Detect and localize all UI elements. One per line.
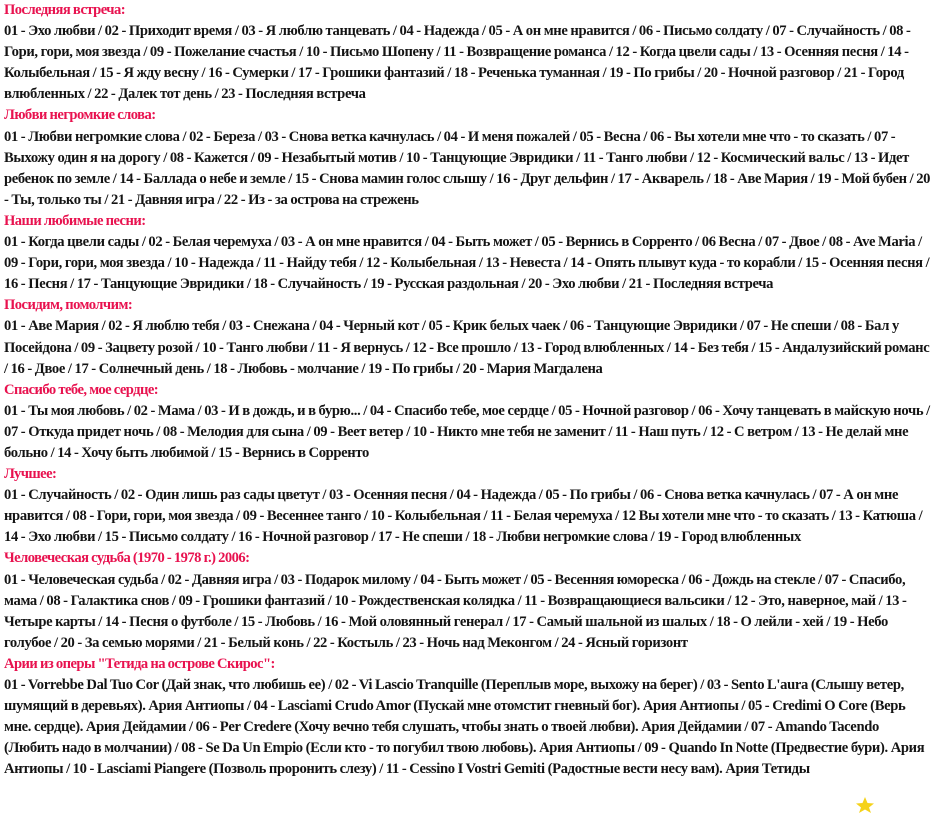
album-title: Последняя встреча:: [4, 2, 126, 18]
album-title: Арии из оперы "Тетида на острове Скирос":: [4, 655, 275, 672]
album-track-list: 01 - Человеческая судьба / 02 - Давняя игра / 03 - Подарок милому / 04 - Быть может / 05 - Весенняя юмореска / 06 - Дождь на стекле / 07 - Спасибо, мама / 08 - Галактика снов / 09 - Грошики фантазий / 10 - Рождественская колядка / 11 - Возвращающиеся вальсики / 12 - Это, наверное, май / 13 - Четыре карты / 14 - Песня о футболе / 15 - Любовь / 16 - Мой оловянный генерал / 17 - Самый шальной из шалых / 18 - О лейли - хей / 19 - Небо голубое / 20 - За семью морями / 21 - Белый конь / 22 - Костыль / 23 - Ночь над Меконгом / 24 - Ясный горизонт: [4, 571, 907, 651]
album-title: Лучшее:: [4, 466, 57, 483]
album-track-list: 01 - Vorrebbe Dal Tuo Cor (Дай знак, что любишь ее) / 02 - Vi Lascio Tranquille (Переплыв море, выхожу на берег) / 03 - Sento L'aura (Слышу ветер, шумящий в деревьях). Ария Антиопы / 04 - Lasciami Crudo Amor (Пускай мне отомстит гневный бог). Ария Антиопы / 05 - Credimi O Core (Верь мне. сердце). Ария Дейдамии / 06 - Per Credere (Хочу вечно тебя слушать, чтобы знать о твоей любви). Ария Дейдамии / 07 - Amando Tacendo (Любить надо в молчании) / 08 - Se Da Un Empio (Если кто - то погубил твою любовь). Ария Антиопы / 09 - Quando In Notte (Предвестие бури). Ария Антиопы / 10 - Lasciami Piangere (Позволь проронить слезу) / 11 - Cessino I Vostri Gemiti (Радостные вести несу вам). Ария Тетиды: [4, 677, 925, 778]
album-section-5: [4, 464, 934, 548]
album-section-3: [4, 295, 934, 379]
album-track-list: 01 - Когда цвели сады / 02 - Белая черемуха / 03 - А он мне нравится / 04 - Быть может / 05 - Вернись в Сорренто / 06 Весна / 07 - Двое / 08 - Ave Maria / 09 - Гори, гори, моя звезда / 10 - Надежда / 11 - Найду тебя / 12 - Колыбельная / 13 - Невеста / 14 - Опять плывут куда - то корабли / 15 - Осенняя песня / 16 - Песня / 17 - Танцующие Эвридики / 18 - Случайность / 19 - Русская раздольная / 20 - Эхо любви / 21 - Последняя встреча: [4, 234, 930, 293]
album-track-list: 01 - Любви негромкие слова / 02 - Береза / 03 - Снова ветка качнулась / 04 - И меня пожалей / 05 - Весна / 06 - Вы хотели мне что - то сказать / 07 - Выхожу один я на дорогу / 08 - Кажется / 09 - Незабытый мотив / 10 - Танцующие Эвридики / 11 - Танго любви / 12 - Космический вальс / 13 - Идет ребенок по земле / 14 - Баллада о небе и земле / 15 - Снова мамин голос слышу / 16 - Друг дельфин / 17 - Акварель / 18 - Аве Мария / 19 - Мой бубен / 20 - Ты, только ты / 21 - Давняя игра / 22 - Из - за острова на стрежень: [4, 128, 931, 208]
album-section-7: [4, 654, 934, 781]
album-title: Любви негромкие слова:: [4, 107, 156, 124]
star-icon: [854, 797, 876, 813]
album-title: Спасибо тебе, мое сердце:: [4, 381, 159, 398]
star-shape: [856, 797, 874, 813]
album-section-6: [4, 548, 934, 653]
album-track-list: 01 - Аве Мария / 02 - Я люблю тебя / 03 - Снежана / 04 - Черный кот / 05 - Крик белых чаек / 06 - Танцующие Эвридики / 07 - Не спеши / 08 - Бал у Посейдона / 09 - Зацвету розой / 10 - Танго любви / 11 - Я вернусь / 12 - Все прошло / 13 - Город влюбленных / 14 - Без тебя / 15 - Андалузийский романс / 16 - Двое / 17 - Солнечный день / 18 - Любовь - молчание / 19 - По грибы / 20 - Мария Магдалена: [4, 318, 930, 377]
album-section-2: [4, 211, 934, 295]
album-title: Человеческая судьба (1970 - 1978 г.) 2006:: [4, 550, 250, 567]
album-track-list: 01 - Эхо любви / 02 - Приходит время / 03 - Я люблю танцевать / 04 - Надежда / 05 - А он мне нравится / 06 - Письмо солдату / 07 - Случайность / 08 - Гори, гори, моя звезда / 09 - Пожелание счастья / 10 - Письмо Шопену / 11 - Возвращение романса / 12 - Когда цвели сады / 13 - Осенняя песня / 14 - Колыбельная / 15 - Я жду весну / 16 - Сумерки / 17 - Грошики фантазий / 18 - Реченька туманная / 19 - По грибы / 20 - Ночной разговор / 21 - Город влюбленных / 22 - Далек тот день / 23 - Последняя встреча: [4, 23, 911, 103]
album-track-list: 01 - Случайность / 02 - Один лишь раз сады цветут / 03 - Осенняя песня / 04 - Надежда / 05 - По грибы / 06 - Снова ветка качнулась / 07 - А он мне нравится / 08 - Гори, гори, моя звезда / 09 - Весеннее танго / 10 - Колыбельная / 11 - Белая черемуха / 12 Вы хотели мне что - то сказать / 13 - Катюша / 14 - Эхо любви / 15 - Письмо солдату / 16 - Ночной разговор / 17 - Не спеши / 18 - Любви негромкие слова / 19 - Город влюбленных: [4, 487, 923, 546]
album-section-4: [4, 380, 934, 464]
album-section-1: [4, 105, 934, 210]
album-title: Наши любимые песни:: [4, 212, 146, 229]
album-section-0: [4, 0, 934, 105]
album-track-list: 01 - Ты моя любовь / 02 - Мама / 03 - И в дождь, и в бурю... / 04 - Спасибо тебе, мое сердце / 05 - Ночной разговор / 06 - Хочу танцевать в майскую ночь / 07 - Откуда придет ночь / 08 - Мелодия для сына / 09 - Веет ветер / 10 - Никто мне тебя не заменит / 11 - Наш путь / 12 - С ветром / 13 - Не делай мне больно / 14 - Хочу быть любимой / 15 - Вернись в Сорренто: [4, 402, 930, 461]
album-title: Посидим, помолчим:: [4, 297, 133, 314]
